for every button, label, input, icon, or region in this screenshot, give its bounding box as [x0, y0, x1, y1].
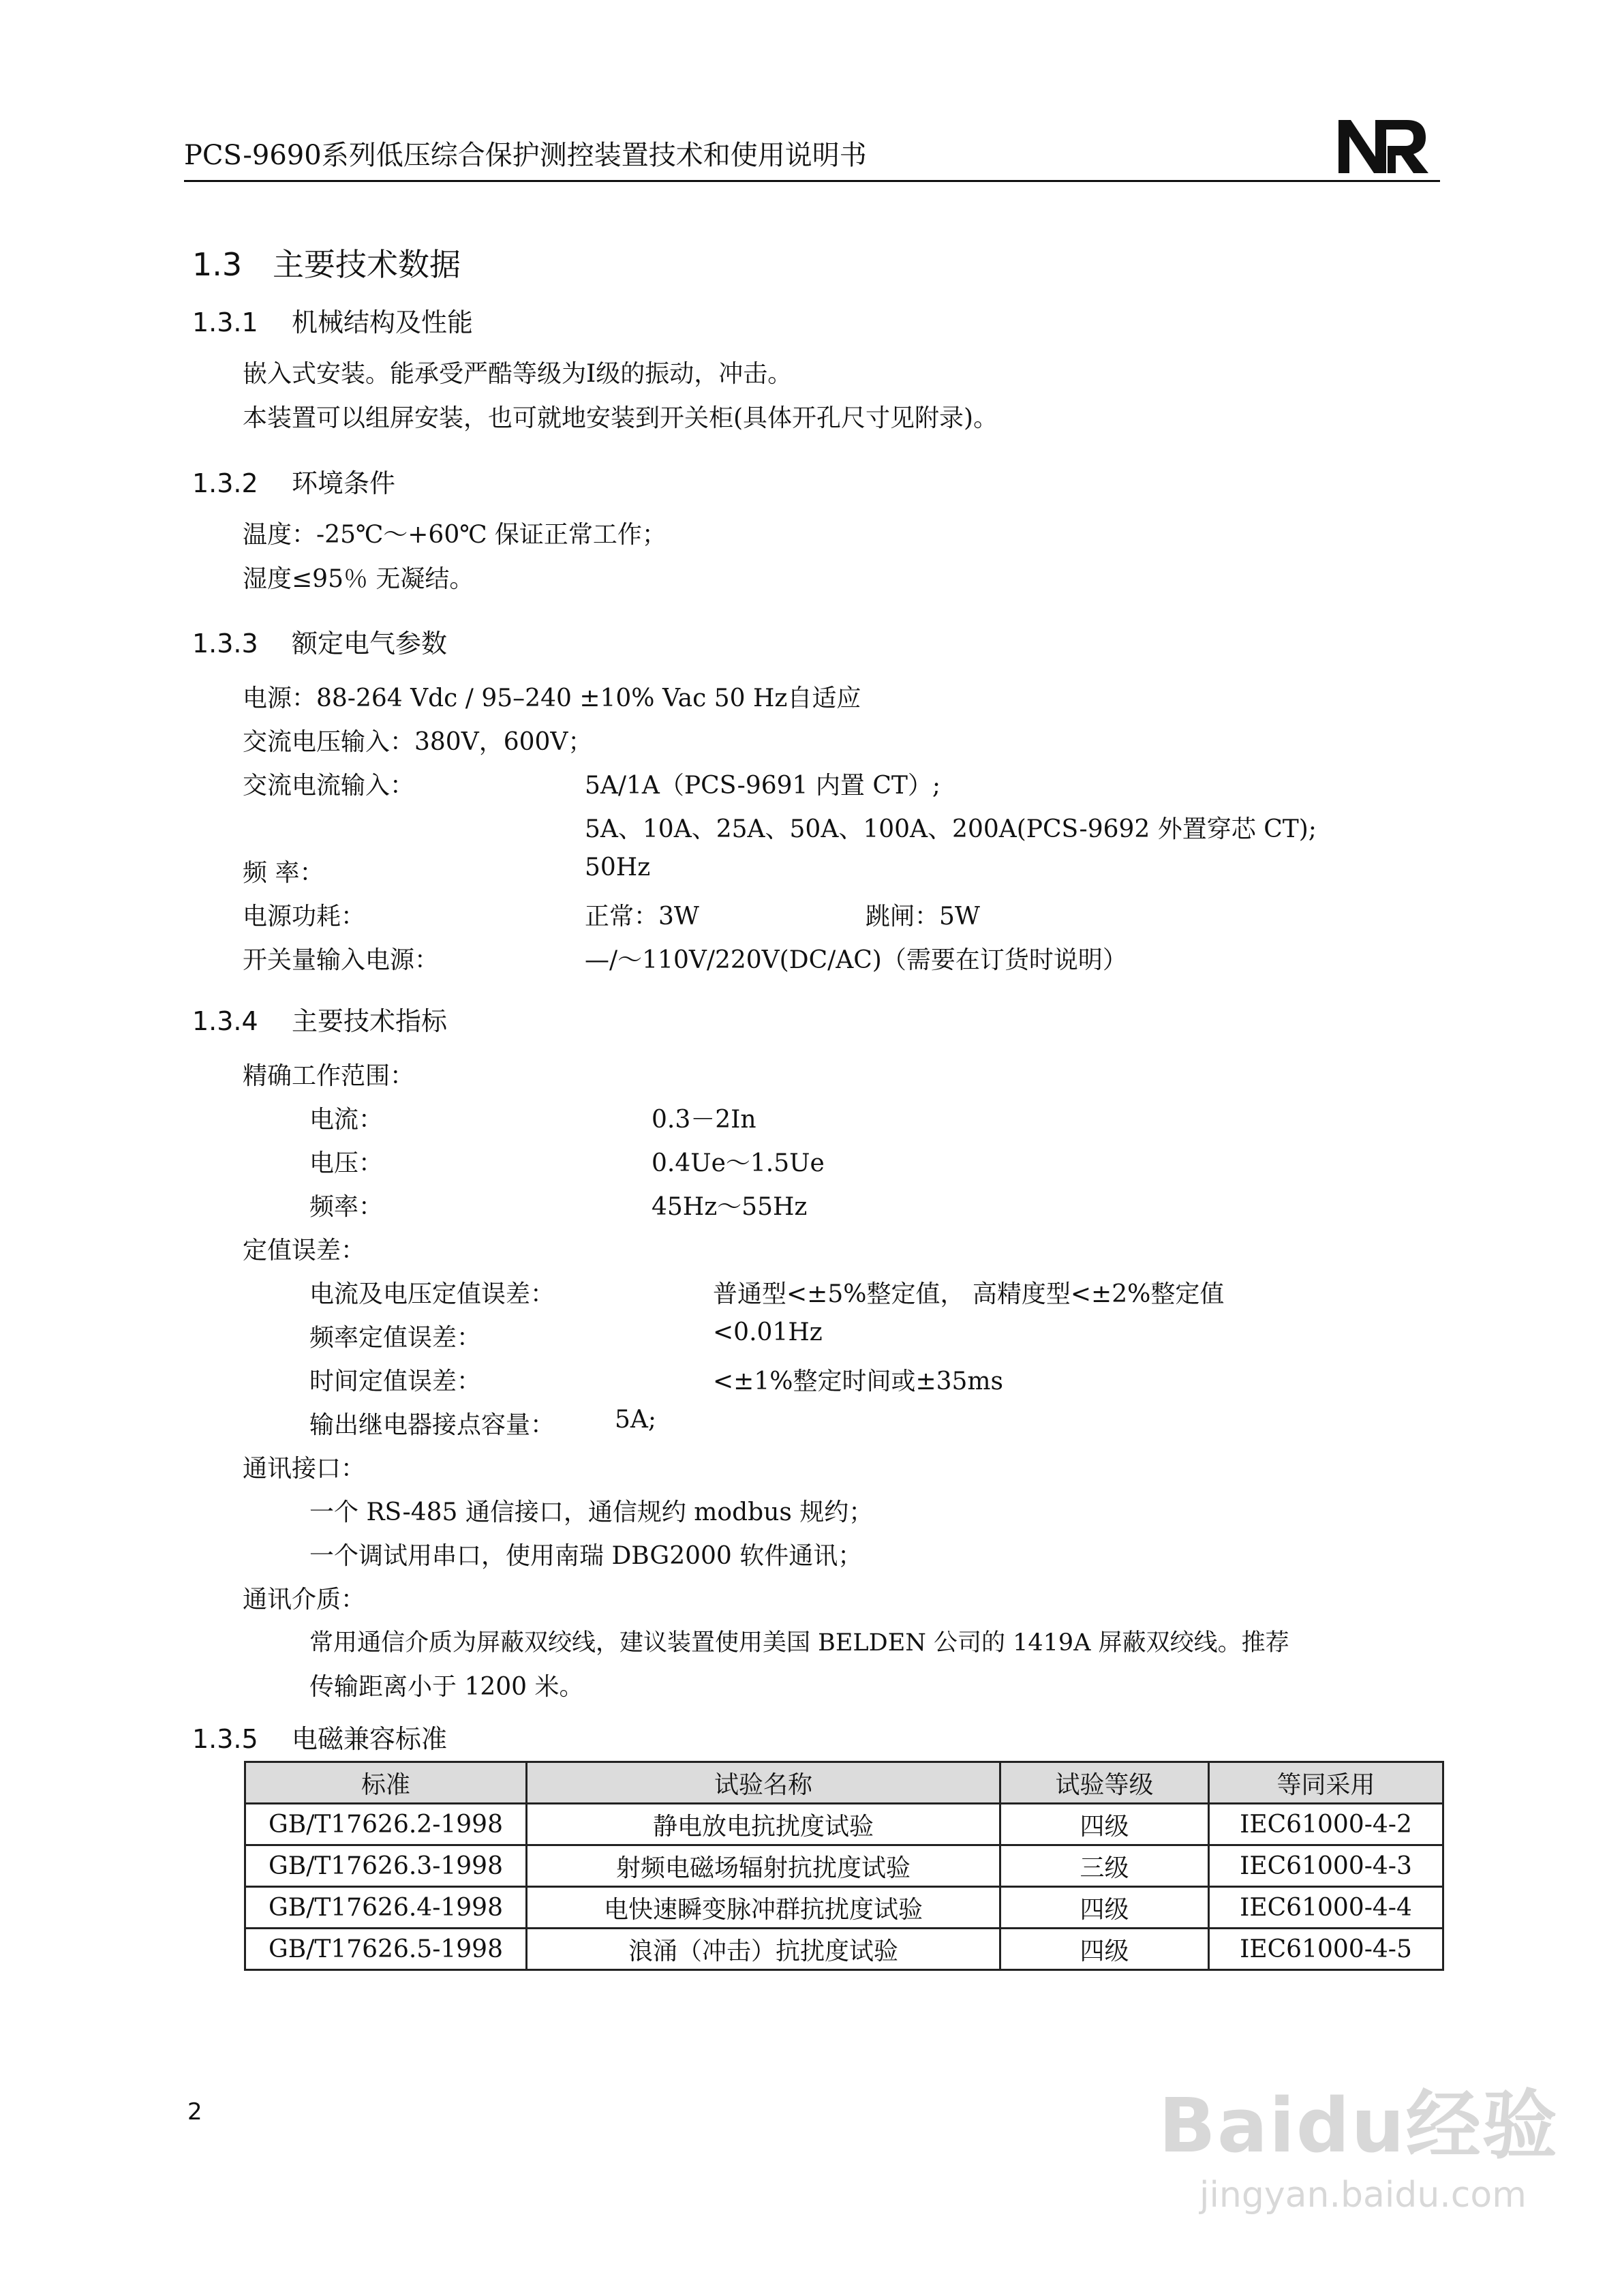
text-line: 湿度≤95％ 无凝结。 — [243, 565, 474, 593]
frequency-range-value: 45Hz～55Hz — [652, 1193, 808, 1221]
document-header-title: PCS-9690系列低压综合保护测控装置技术和使用说明书 — [184, 140, 867, 171]
section-heading-1-3-3: 1.3.3 额定电气参数 — [192, 629, 448, 659]
test-level-cell: 四级 — [1000, 1887, 1209, 1929]
table-row — [245, 1845, 1443, 1887]
table-header-row — [245, 1762, 1443, 1804]
test-name-cell: 电快速瞬变脉冲群抗扰度试验 — [527, 1887, 1000, 1929]
equivalent-cell: IEC61000-4-2 — [1209, 1804, 1443, 1845]
text-line: 温度：-25℃～+60℃ 保证正常工作； — [243, 521, 667, 549]
column-header: 等同采用 — [1209, 1762, 1443, 1804]
power-supply: 电源：88-264 Vdc / 95–240 ±10% Vac 50 Hz自适应 — [243, 684, 861, 712]
ac-current-label: 交流电流输入： — [243, 772, 415, 800]
watermark-url: jingyan.baidu.com — [1199, 2175, 1527, 2216]
freq-error-label: 频率定值误差： — [309, 1324, 482, 1352]
switch-input-label: 开关量输入电源： — [243, 946, 440, 974]
equivalent-cell: IEC61000-4-5 — [1209, 1929, 1443, 1970]
table-row — [245, 1929, 1443, 1970]
current-label: 电流： — [309, 1106, 384, 1134]
section-heading-1-3-1: 1.3.1 机械结构及性能 — [192, 307, 474, 337]
text-line: 本装置可以组屏安装，也可就地安装到开关柜(具体开孔尺寸见附录)。 — [243, 404, 998, 432]
voltage-value: 0.4Ue～1.5Ue — [652, 1149, 825, 1177]
power-consumption-label: 电源功耗： — [243, 903, 366, 931]
watermark-brand: Baidu经验 — [1159, 2082, 1559, 2169]
power-trip: 跳闸：5W — [866, 903, 980, 931]
freq-error-value: <0.01Hz — [713, 1318, 823, 1346]
column-header: 标准 — [245, 1762, 527, 1804]
test-level-cell: 三级 — [1000, 1845, 1209, 1887]
time-error-label: 时间定值误差： — [309, 1368, 482, 1395]
table-row — [245, 1887, 1443, 1929]
section-heading-1-3-2: 1.3.2 环境条件 — [192, 468, 396, 498]
test-name-cell: 浪涌（冲击）抗扰度试验 — [527, 1929, 1000, 1970]
standard-cell: GB/T17626.2-1998 — [245, 1804, 527, 1845]
relay-value: 5A; — [615, 1406, 657, 1434]
comm-label: 通讯接口： — [243, 1455, 366, 1483]
equivalent-cell: IEC61000-4-3 — [1209, 1845, 1443, 1887]
medium-line: 传输距离小于 1200 米。 — [309, 1673, 584, 1701]
table-row — [245, 1804, 1443, 1845]
equivalent-cell: IEC61000-4-4 — [1209, 1887, 1443, 1929]
header-rule — [184, 180, 1440, 182]
power-normal: 正常：3W — [585, 903, 699, 931]
page-number: 2 — [187, 2098, 202, 2126]
ac-current-value: 5A、10A、25A、50A、100A、200A(PCS-9692 外置穿芯 CT); — [585, 815, 1317, 843]
nr-logo — [1336, 115, 1431, 175]
section-heading-1-3: 1.3 主要技术数据 — [192, 246, 461, 283]
voltage-label: 电压： — [309, 1149, 384, 1177]
frequency-label: 频 率： — [243, 859, 324, 887]
error-label: 定值误差： — [243, 1237, 366, 1265]
ac-voltage-input: 交流电压输入：380V，600V； — [243, 728, 593, 756]
section-heading-1-3-5: 1.3.5 电磁兼容标准 — [192, 1724, 448, 1754]
cv-error-label: 电流及电压定值误差： — [309, 1280, 555, 1308]
relay-label: 输出继电器接点容量： — [309, 1411, 555, 1439]
time-error-value: <±1%整定时间或±35ms — [713, 1368, 1004, 1395]
frequency-range-label: 频率： — [309, 1193, 384, 1221]
column-header: 试验等级 — [1000, 1762, 1209, 1804]
medium-line: 常用通信介质为屏蔽双绞线，建议装置使用美国 BELDEN 公司的 1419A 屏蔽双绞线。推荐 — [309, 1629, 1289, 1657]
switch-input-value: —/～110V/220V(DC/AC)（需要在订货时说明） — [585, 946, 1127, 974]
frequency-value: 50Hz — [585, 854, 651, 881]
standard-cell: GB/T17626.4-1998 — [245, 1887, 527, 1929]
test-level-cell: 四级 — [1000, 1804, 1209, 1845]
comm-line: 一个 RS-485 通信接口，通信规约 modbus 规约； — [309, 1498, 874, 1526]
comm-line: 一个调试用串口，使用南瑞 DBG2000 软件通讯； — [309, 1542, 863, 1570]
test-name-cell: 静电放电抗扰度试验 — [527, 1804, 1000, 1845]
ac-current-value: 5A/1A（PCS-9691 内置 CT）; — [585, 772, 941, 800]
current-value: 0.3－2In — [652, 1106, 756, 1134]
emc-standards-table — [244, 1761, 1444, 1971]
test-name-cell: 射频电磁场辐射抗扰度试验 — [527, 1845, 1000, 1887]
column-header: 试验名称 — [527, 1762, 1000, 1804]
range-label: 精确工作范围： — [243, 1062, 415, 1090]
medium-label: 通讯介质： — [243, 1586, 366, 1614]
cv-error-value: 普通型<±5%整定值， 高精度型<±2%整定值 — [713, 1280, 1225, 1308]
section-heading-1-3-4: 1.3.4 主要技术指标 — [192, 1006, 448, 1036]
standard-cell: GB/T17626.3-1998 — [245, 1845, 527, 1887]
test-level-cell: 四级 — [1000, 1929, 1209, 1970]
text-line: 嵌入式安装。能承受严酷等级为Ⅰ级的振动，冲击。 — [243, 360, 793, 388]
standard-cell: GB/T17626.5-1998 — [245, 1929, 527, 1970]
